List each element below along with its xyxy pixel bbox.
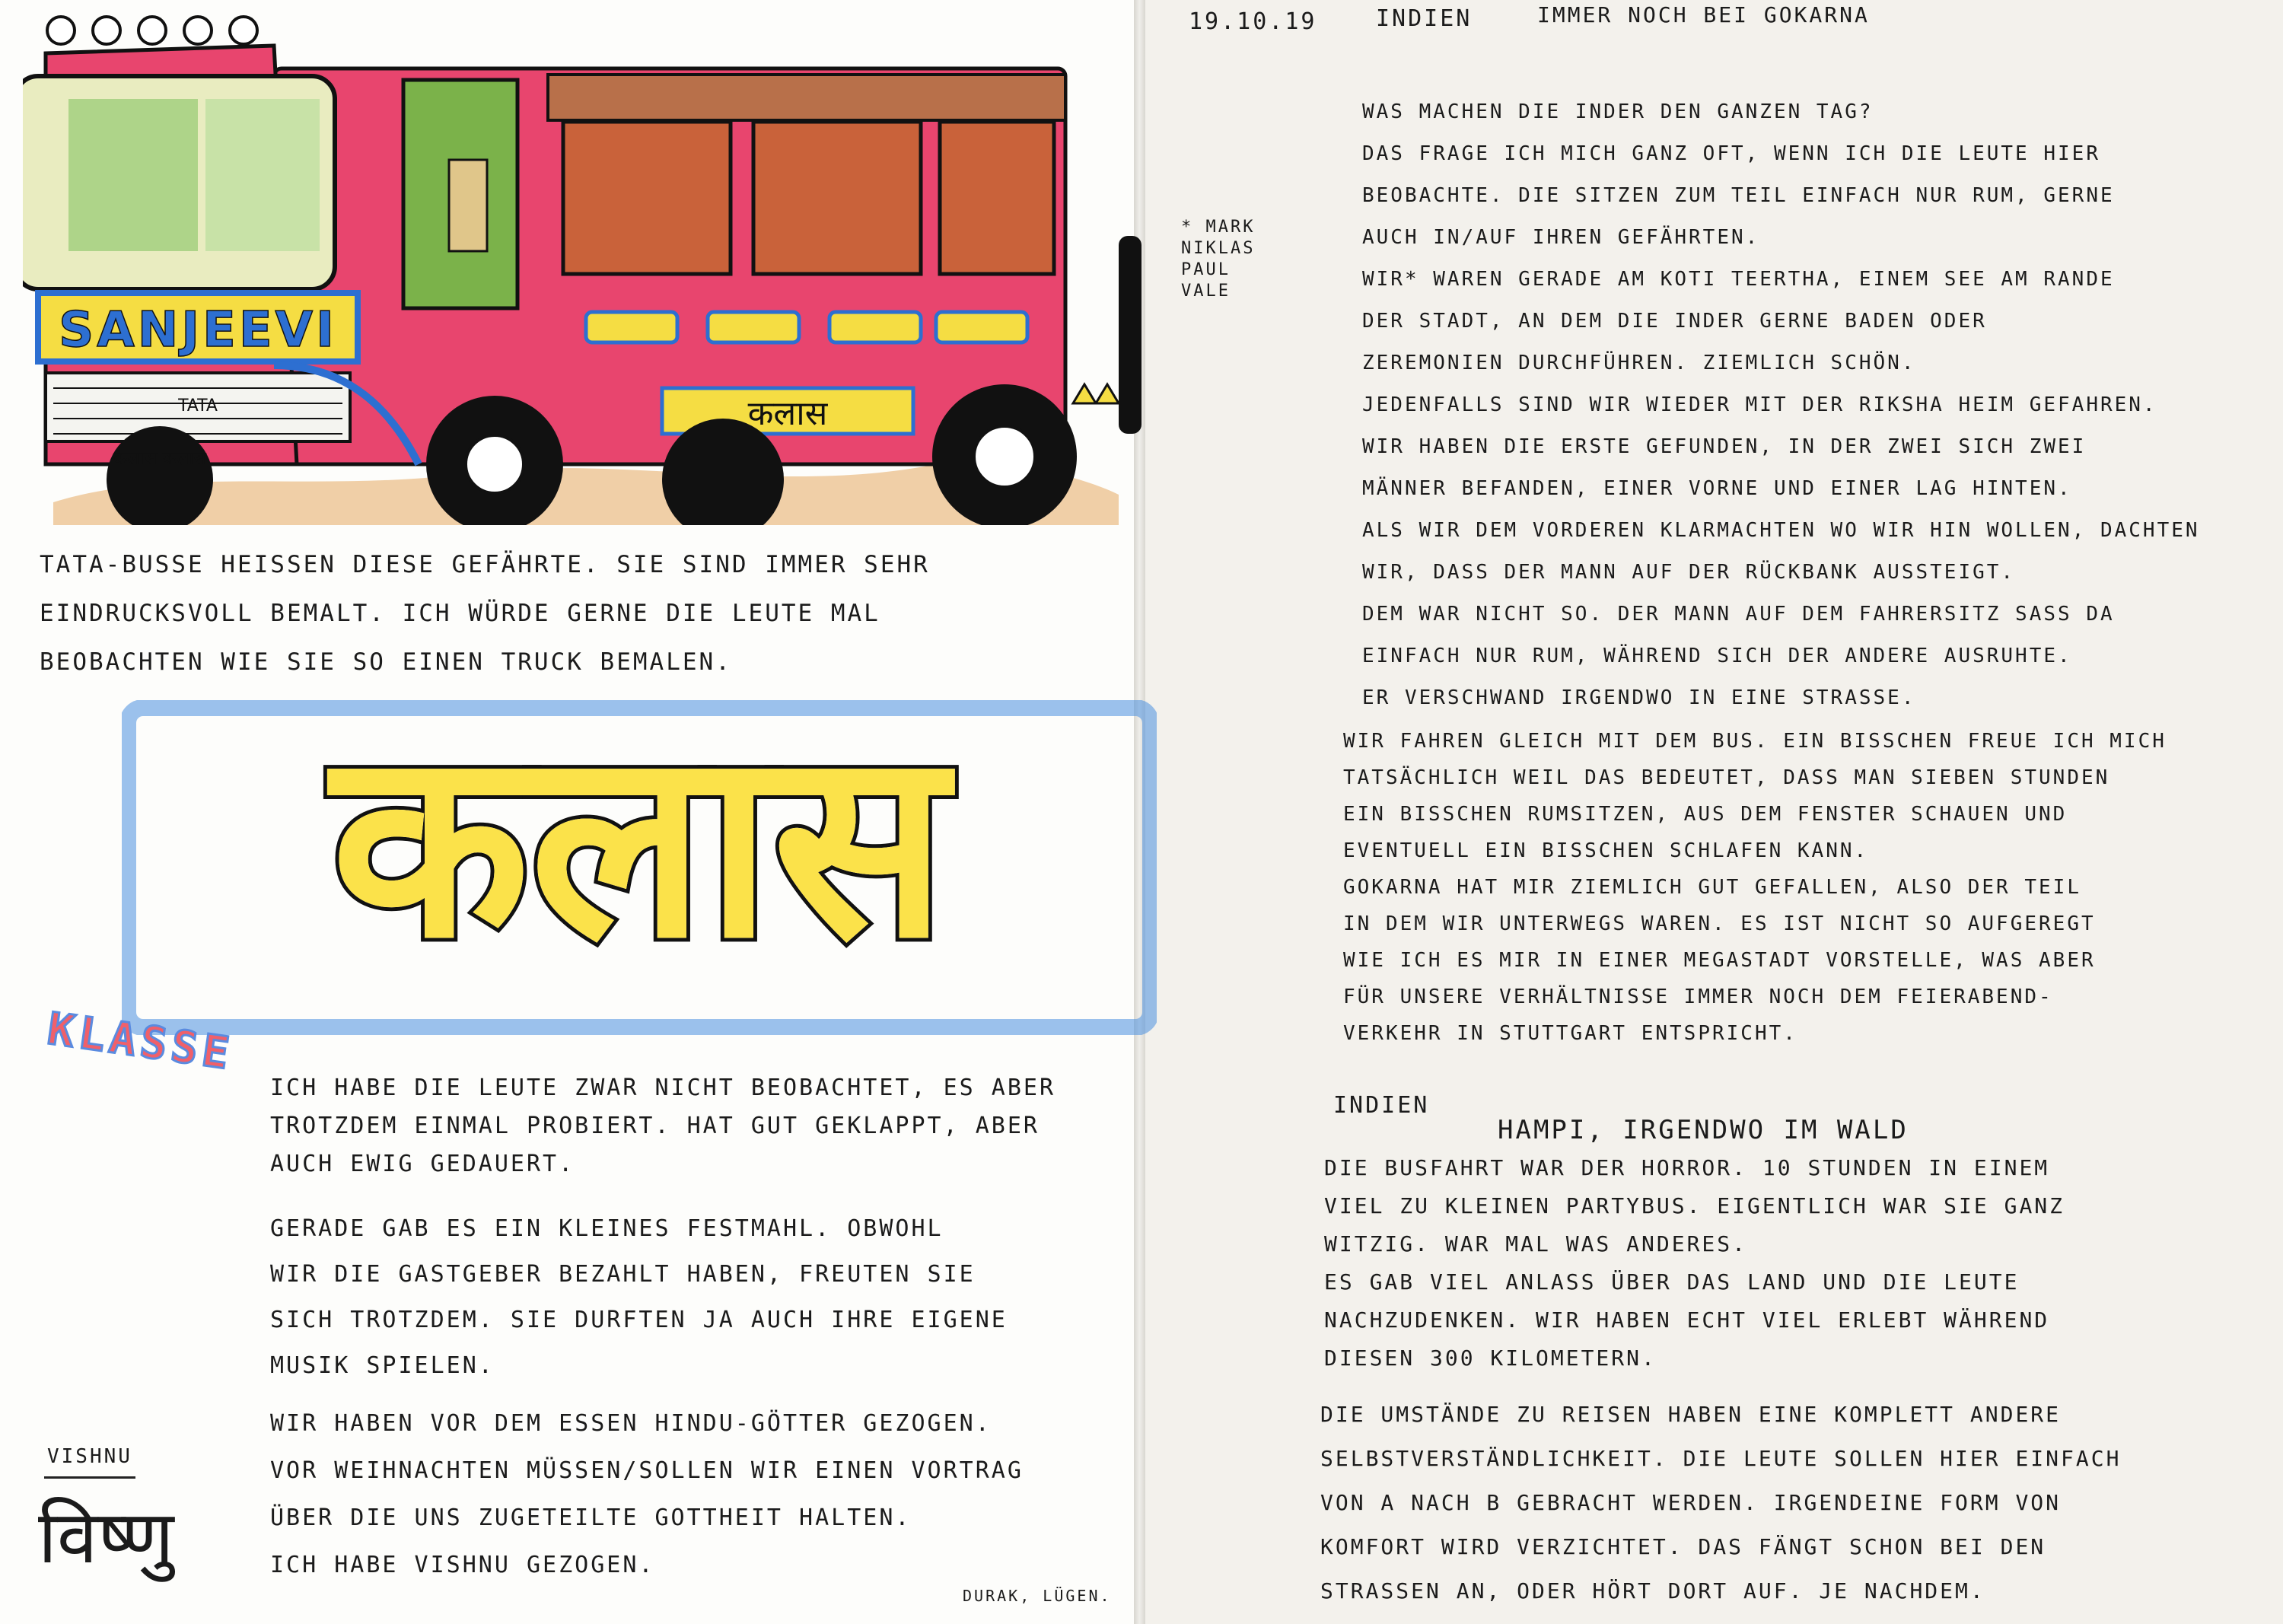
lettering-label: KLASSE bbox=[44, 1002, 237, 1080]
entry-place: IMMER NOCH BEI GOKARNA bbox=[1537, 2, 1870, 27]
vishnu-devanagari: विष्णु bbox=[38, 1495, 174, 1580]
entry-date: 19.10.19 bbox=[1189, 8, 1317, 35]
paragraph-busfahrt-horror: DIE BUSFAHRT WAR DER HORROR. 10 STUNDEN IN EINEM VIEL ZU KLEINEN PARTYBUS. EIGENTLICH WAR SIE GANZ WITZIG. WAR MAL WAS ANDERES. ES GAB VIEL ANLASS ÜBER DAS LAND UND DIE LEUTE NACHZUDENKEN. WIR HABEN ECHT VIEL ERLEBT WÄHREND DIESEN 300 KILOMETERN. bbox=[1324, 1155, 2065, 1371]
entry-country: INDIEN bbox=[1376, 5, 1473, 32]
bus-bumper-text: कलास कलास bbox=[113, 447, 206, 469]
names-footnote: * MARK NIKLAS PAUL VALE bbox=[1181, 218, 1256, 301]
left-page bbox=[0, 0, 1134, 1624]
paragraph-hindu-goetter: WIR HABEN VOR DEM ESSEN HINDU-GÖTTER GEZOGEN. VOR WEIHNACHTEN MÜSSEN/SOLLEN WIR EINEN VORTRAG ÜBER DIE UNS ZUGETEILTE GOTTHEIT HALTEN. ICH HABE VISHNU GEZOGEN. bbox=[270, 1410, 1024, 1578]
paragraph-tata-busse: TATA-BUSSE HEISSEN DIESE GEFÄHRTE. SIE SIND IMMER SEHR EINDRUCKSVOLL BEMALT. ICH WÜRDE GERNE DIE LEUTE MAL BEOBACHTEN WIE SIE SO EINEN TRUCK BEMALEN. bbox=[40, 551, 930, 676]
signature: DURAK, LÜGEN. bbox=[963, 1587, 1112, 1605]
paragraph-umstaende-zu-reisen: DIE UMSTÄNDE ZU REISEN HABEN EINE KOMPLETT ANDERE SELBSTVERSTÄNDLICHKEIT. DIE LEUTE SOLLEN HIER EINFACH VON A NACH B GEBRACHT WERDEN. IRGENDEINE FORM VON KOMFORT WIRD VERZICHTET. DAS FÄNGT SCHON BEI DEN STRASSEN AN, ODER HÖRT DORT AUF. JE NACHDEM. bbox=[1320, 1402, 2122, 1603]
bus-grille-brand: TATA bbox=[178, 396, 218, 416]
entry2-country: INDIEN bbox=[1333, 1092, 1430, 1119]
devanagari-lettering: कलास bbox=[331, 694, 947, 995]
paragraph-was-machen-die-inder: WAS MACHEN DIE INDER DEN GANZEN TAG? DAS FRAGE ICH MICH GANZ OFT, WENN ICH DIE LEUTE HIER BEOBACHTE. DIE SITZEN ZUM TEIL EINFACH NUR RUM, GERNE AUCH IN/AUF IHREN GEFÄHRTEN. WIR* WAREN GERADE AM KOTI TEERTHA, EINEM SEE AM RANDE DER STADT, AN DEM DIE INDER GERNE BADEN ODER ZEREMONIEN DURCHFÜHREN. ZIEMLICH SCHÖN. JEDENFALLS SIND WIR WIEDER MIT DER RIKSHA HEIM GEFAHREN. WIR HABEN DIE ERSTE GEFUNDEN, IN DER ZWEI SICH ZWEI MÄNNER BEFANDEN, EINER VORNE UND EINER LAG HINTEN. ALS WIR DEM VORDEREN KLARMACHTEN WO WIR HIN WOLLEN, DACHTEN WIR, DASS DER MANN AUF DER RÜCKBANK AUSSTEIGT. DEM WAR NICHT SO. DER MANN AUF DEM FAHRERSITZ SASS DA EINFACH NUR RUM, WÄHREND SICH DER ANDERE AUSRUHTE. ER VERSCHWAND IRGENDWO IN EINE STRASSE. bbox=[1362, 100, 2200, 709]
bus-sign-text: SANJEEVI bbox=[59, 302, 337, 358]
paragraph-festmahl: GERADE GAB ES EIN KLEINES FESTMAHL. OBWOHL WIR DIE GASTGEBER BEZAHLT HABEN, FREUTEN SIE SICH TROTZDEM. SIE DURFTEN JA AUCH IHRE EIGENE MUSIK SPIELEN. bbox=[270, 1215, 1008, 1379]
entry2-place: HAMPI, IRGENDWO IM WALD bbox=[1498, 1115, 1909, 1145]
bus-side-lettering: कलास bbox=[747, 394, 828, 433]
vishnu-label: VISHNU bbox=[47, 1445, 132, 1468]
paragraph-busfahrt-gokarna: WIR FAHREN GLEICH MIT DEM BUS. EIN BISSCHEN FREUE ICH MICH TATSÄCHLICH WEIL DAS BEDEUTET, DASS MAN SIEBEN STUNDEN EIN BISSCHEN RUMSITZEN, AUS DEM FENSTER SCHAUEN UND EVENTUELL EIN BISSCHEN SCHLAFEN KANN. GOKARNA HAT MIR ZIEMLICH GUT GEFALLEN, ALSO DER TEIL IN DEM WIR UNTERWEGS WAREN. ES IST NICHT SO AUFGEREGT WIE ICH ES MIR IN EINER MEGASTADT VORSTELLE, WAS ABER FÜR UNSERE VERHÄLTNISSE IMMER NOCH DEM FEIERABEND- VERKEHR IN STUTTGART ENTSPRICHT. bbox=[1343, 730, 2167, 1045]
bus-illustration bbox=[23, 8, 1142, 525]
paragraph-leute-beobachtet: ICH HABE DIE LEUTE ZWAR NICHT BEOBACHTET, ES ABER TROTZDEM EINMAL PROBIERT. HAT GUT GEKLAPPT, ABER AUCH EWIG GEDAUERT. bbox=[270, 1075, 1056, 1177]
vishnu-underline bbox=[44, 1476, 135, 1479]
